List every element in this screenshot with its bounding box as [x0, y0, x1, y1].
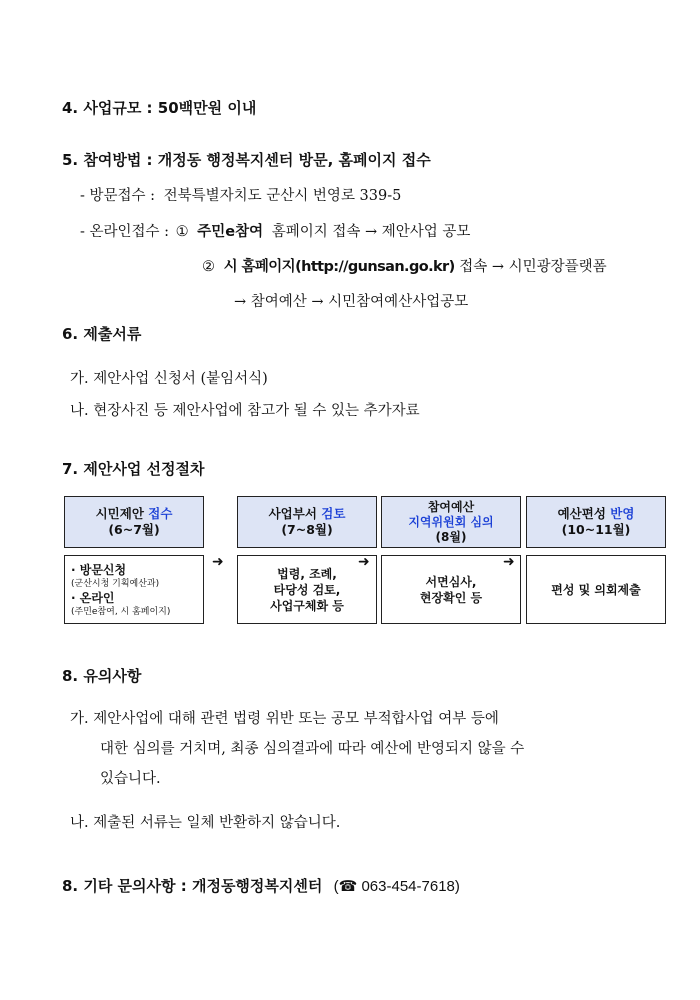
online-row-2 — [202, 255, 607, 276]
arrow-icon: ➜ — [503, 554, 515, 570]
step-period: (10~11월) — [561, 522, 631, 537]
online-option-2-number: ② — [202, 259, 215, 275]
visit-label: - 방문접수 : — [80, 188, 156, 204]
step-title-text: 지역위원회 — [408, 514, 471, 529]
step-title — [96, 506, 173, 522]
step-header — [381, 496, 521, 548]
caution-item-1 — [70, 704, 524, 794]
section-4-title: 4. 사업규모 : 50백만원 이내 — [62, 99, 257, 117]
step-title-highlight: 접수 — [148, 506, 173, 521]
step-period: (8월) — [435, 529, 467, 544]
online-option-2-site: 시 홈페이지(http://gunsan.go.kr) — [223, 259, 455, 275]
step-body — [526, 555, 666, 624]
online-option-2-path: 접속 → 시민광장플랫폼 — [459, 259, 607, 275]
step-header — [526, 496, 666, 548]
section-5-title: 5. 참여방법 : 개정동 행정복지센터 방문, 홈페이지 접수 — [62, 151, 431, 169]
contact-phone: 063-454-7618 — [361, 878, 455, 895]
step-body — [237, 555, 377, 624]
step-detail: 법령, 조례, — [277, 566, 337, 581]
section-7-title: 7. 제안사업 선정절차 — [62, 460, 205, 478]
document-item-1: 가. 제안사업 신청서 (붙임서식) — [70, 371, 268, 387]
step-title-highlight: 심의 — [470, 514, 494, 529]
phone-icon: ☎ — [338, 878, 358, 895]
step-detail-note: (군산시청 기획예산과) — [71, 578, 160, 589]
step-body — [381, 555, 521, 624]
caution-line: 있습니다. — [100, 771, 161, 787]
contact-title: 8. 기타 문의사항 : 개정동행정복지센터 — [62, 877, 323, 895]
step-detail: 타당성 검토, — [273, 582, 341, 597]
step-title-text: 예산편성 — [557, 506, 611, 521]
step-detail: 편성 및 의회제출 — [551, 582, 641, 597]
step-title — [408, 515, 493, 530]
visit-address: 전북특별자치도 군산시 번영로 339-5 — [163, 188, 402, 204]
step-title-top: 참여예산 — [427, 499, 475, 514]
step-header — [237, 496, 377, 548]
step-title-text: 시민제안 — [95, 506, 149, 521]
step-title-text: 사업부서 — [268, 506, 322, 521]
step-detail: 사업구체화 등 — [270, 598, 344, 613]
step-detail-note: (주민e참여, 시 홈페이지) — [71, 606, 171, 617]
process-step-budget — [526, 496, 666, 624]
arrow-icon: ➜ — [212, 554, 224, 570]
step-title-highlight: 반영 — [610, 506, 635, 521]
caution-item-2: 나. 제출된 서류는 일체 반환하지 않습니다. — [70, 815, 341, 831]
online-option-1-number: ① — [175, 224, 189, 240]
step-title — [269, 506, 346, 522]
step-detail: · 방문신청 — [71, 562, 127, 577]
step-period: (6~7월) — [108, 522, 160, 537]
online-label: - 온라인접수 : — [80, 224, 170, 240]
step-detail: 서면심사, — [425, 574, 477, 589]
arrow-icon: ➜ — [358, 554, 370, 570]
online-option-1-site: 주민e참여 — [197, 224, 264, 240]
visit-row — [80, 184, 401, 205]
step-detail: 현장확인 등 — [419, 590, 483, 605]
process-step-deliberation — [381, 496, 521, 624]
online-row-2-continued: → 참여예산 → 시민참여예산사업공모 — [234, 294, 469, 310]
section-8-title: 8. 유의사항 — [62, 667, 142, 685]
online-option-1-path: 홈페이지 접속 → 제안사업 공모 — [271, 224, 471, 240]
process-step-review — [237, 496, 377, 624]
online-row-1 — [80, 220, 470, 241]
caution-line: 대한 심의를 거치며, 최종 심의결과에 따라 예산에 반영되지 않을 수 — [100, 741, 525, 757]
contact-phone-group: (☎ 063-454-7618) — [333, 878, 460, 895]
document-item-2: 나. 현장사진 등 제안사업에 참고가 될 수 있는 추가자료 — [70, 403, 420, 419]
step-title-highlight: 검토 — [321, 506, 346, 521]
step-body — [64, 555, 204, 624]
contact-row — [62, 875, 460, 896]
caution-line: 가. 제안사업에 대해 관련 법령 위반 또는 공모 부적합사업 여부 등에 — [70, 711, 499, 727]
section-6-title: 6. 제출서류 — [62, 325, 142, 343]
process-step-submission — [64, 496, 204, 624]
step-period: (7~8월) — [281, 522, 333, 537]
step-title — [558, 506, 635, 522]
step-detail: · 온라인 — [71, 590, 115, 605]
step-header — [64, 496, 204, 548]
